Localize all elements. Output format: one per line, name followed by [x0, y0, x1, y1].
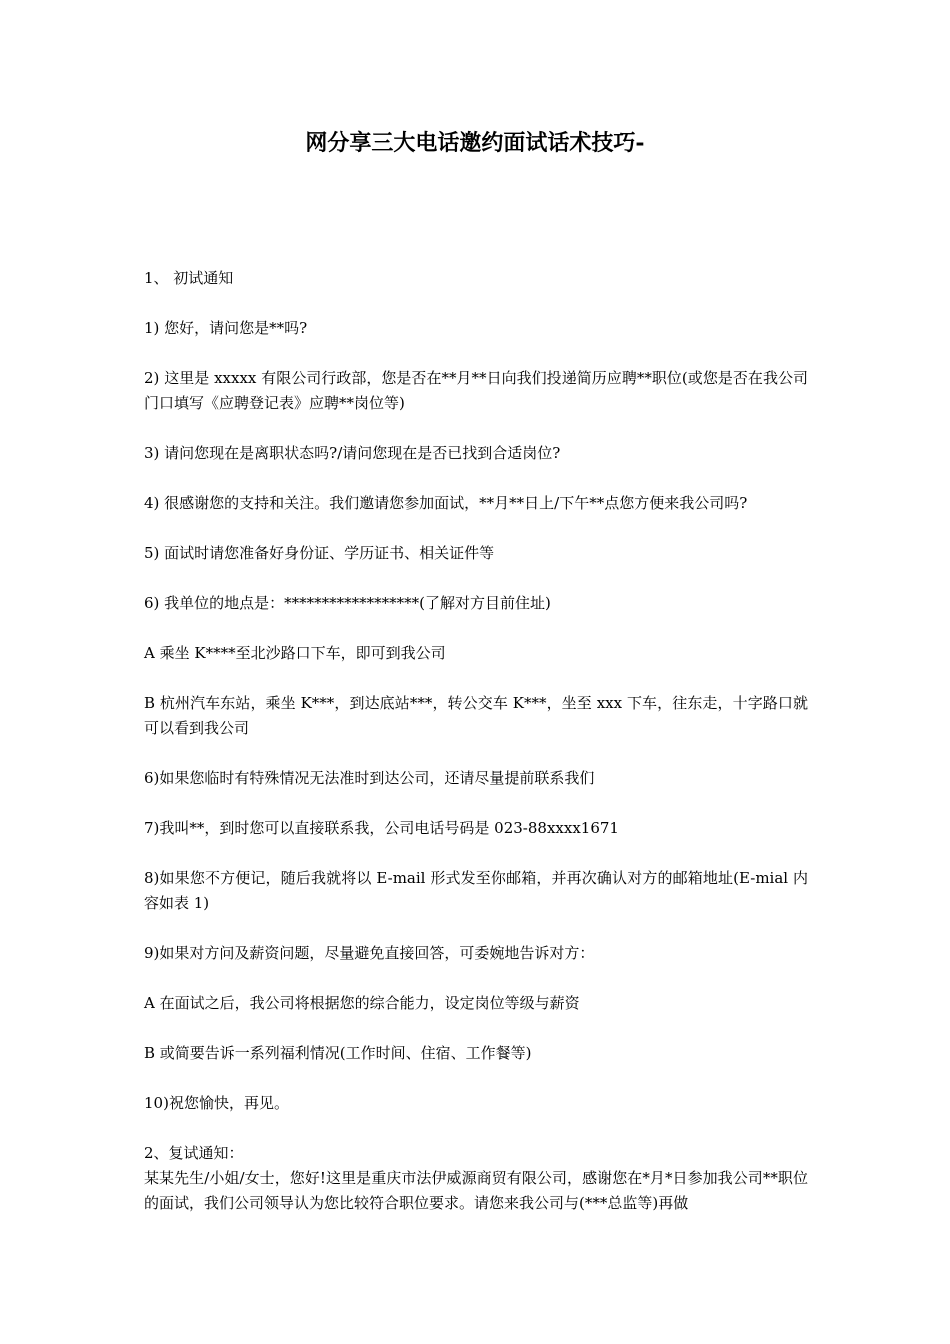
paragraph-route-b: B 杭州汽车东站，乘坐 K***，到达底站***，转公交车 K***，坐至 xxx 下车，往东走，十字路口就可以看到我公司: [144, 694, 808, 737]
section-heading-second-interview: 2、复试通知：: [144, 1144, 244, 1162]
paragraph-contact-in-advance: 6)如果您临时有特殊情况无法准时到达公司，还请尽量提前联系我们: [144, 769, 595, 787]
paragraph-salary-a: A 在面试之后，我公司将根据您的综合能力，设定岗位等级与薪资: [144, 994, 580, 1012]
document-title: 网分享三大电话邀约面试话术技巧-: [305, 130, 645, 156]
paragraph-route-a: A 乘坐 K****至北沙路口下车，即可到我公司: [144, 644, 446, 662]
paragraph-greeting: 1) 您好，请问您是**吗?: [144, 319, 308, 337]
paragraph-salary-question: 9)如果对方问及薪资问题，尽量避免直接回答，可委婉地告诉对方：: [144, 944, 595, 962]
paragraph-farewell: 10)祝您愉快，再见。: [144, 1094, 289, 1112]
section-heading-initial-interview: 1、 初试通知: [144, 269, 234, 287]
paragraph-location: 6) 我单位的地点是：******************(了解对方目前住址): [144, 594, 551, 612]
document-body: [144, 266, 808, 1241]
paragraph-company-intro: 2) 这里是 xxxxx 有限公司行政部，您是否在**月**日向我们投递简历应聘**职位(或您是否在我公司门口填写《应聘登记表》应聘**岗位等): [144, 369, 808, 412]
paragraph-invitation: 4) 很感谢您的支持和关注。我们邀请您参加面试，**月**日上/下午**点您方便来我公司吗?: [144, 494, 748, 512]
paragraph-salary-b: B 或简要告诉一系列福利情况(工作时间、住宿、工作餐等): [144, 1044, 532, 1062]
paragraph-employment-status: 3) 请问您现在是离职状态吗?/请问您现在是否已找到合适岗位?: [144, 444, 561, 462]
paragraph-phone: 7)我叫**，到时您可以直接联系我，公司电话号码是 023-88xxxx1671: [144, 819, 619, 837]
paragraph-second-interview-body: 某某先生/小姐/女士，您好!这里是重庆市法伊威源商贸有限公司，感谢您在*月*日参加我公司**职位的面试，我们公司领导认为您比较符合职位要求。请您来我公司与(***总监等)再做: [144, 1169, 808, 1212]
paragraph-documents: 5) 面试时请您准备好身份证、学历证书、相关证件等: [144, 544, 495, 562]
paragraph-email: 8)如果您不方便记，随后我就将以 E-mail 形式发至你邮箱，并再次确认对方的邮箱地址(E-mial 内容如表 1): [144, 869, 808, 912]
